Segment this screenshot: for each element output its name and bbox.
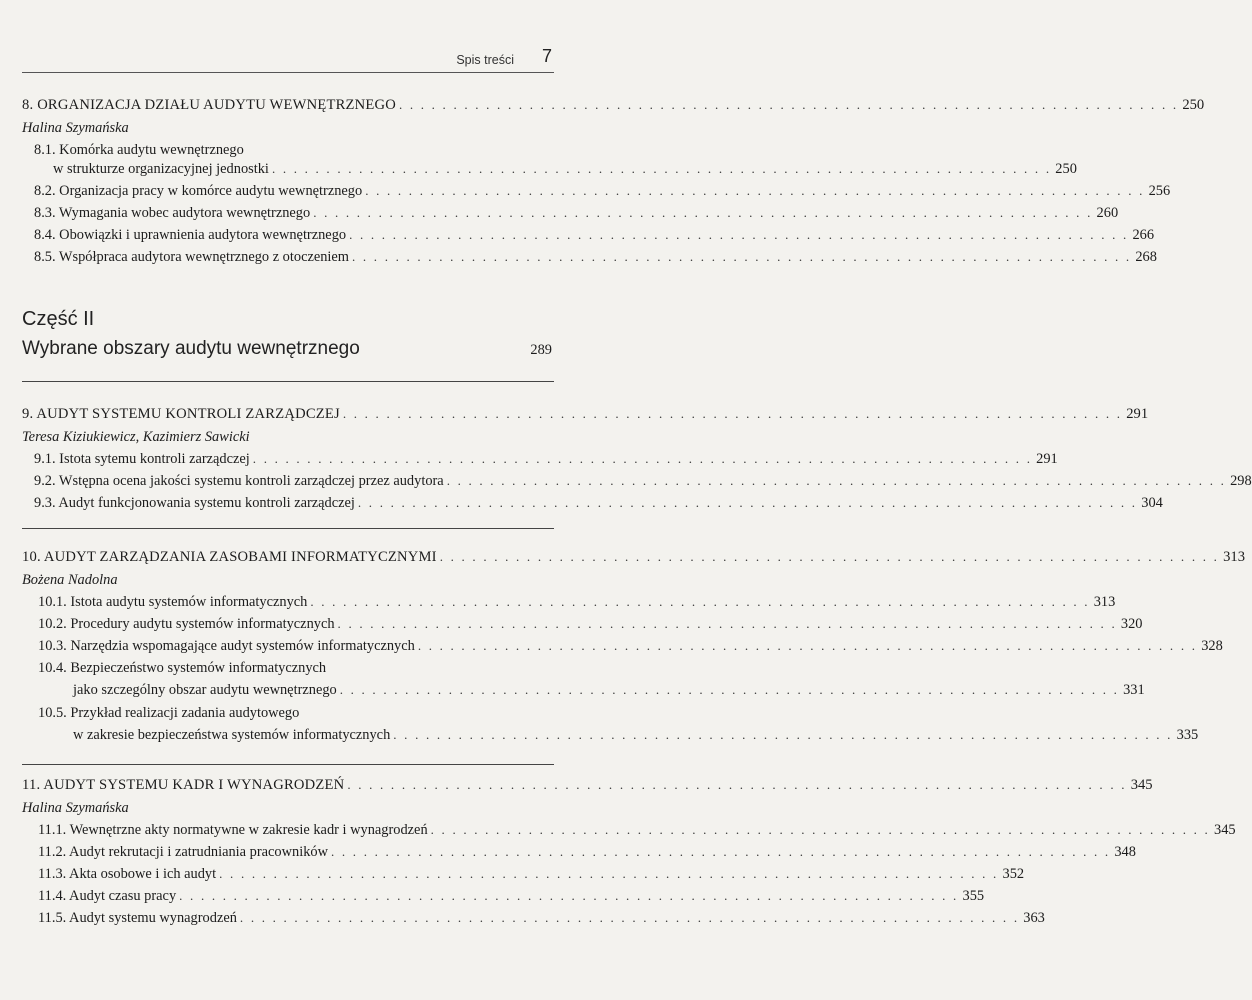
toc-section-label: 11.3. Akta osobowe i ich audyt — [38, 866, 217, 882]
toc-section-10-5[interactable] — [73, 726, 1199, 744]
page-ref: 355 — [962, 888, 985, 904]
toc-section-11-2[interactable] — [38, 843, 1136, 861]
dot-leader: . . . . . . . . . . . . . . . . . . . . . . . . . . . . . . . . . . . . . . . . . . . . . . . . . . . . . . . . . . . . . . . . . . . . . . . . — [417, 638, 1198, 653]
toc-section-label: 10.5. Przykład realizacji zadania audytowego — [38, 705, 300, 721]
toc-section-8-3[interactable] — [34, 204, 1119, 222]
toc-section-8-2[interactable] — [34, 182, 1171, 200]
dot-leader: . . . . . . . . . . . . . . . . . . . . . . . . . . . . . . . . . . . . . . . . . . . . . . . . . . . . . . . . . . . . . . . . . . . . . . . . — [342, 406, 1123, 421]
toc-section-cont: w zakresie bezpieczeństwa systemów informatycznych — [73, 727, 391, 743]
page-ref: 260 — [1096, 205, 1119, 221]
dot-leader: . . . . . . . . . . . . . . . . . . . . . . . . . . . . . . . . . . . . . . . . . . . . . . . . . . . . . . . . . . . . . . . . . . . . . . . . — [219, 866, 999, 881]
dot-leader: . . . . . . . . . . . . . . . . . . . . . . . . . . . . . . . . . . . . . . . . . . . . . . . . . . . . . . . . . . . . . . . . . . . . . . . . — [357, 495, 1138, 510]
running-header-title: Spis treści — [456, 53, 514, 67]
dot-leader: . . . . . . . . . . . . . . . . . . . . . . . . . . . . . . . . . . . . . . . . . . . . . . . . . . . . . . . . . . . . . . . . . . . . . . . . — [439, 549, 1220, 564]
page-ref: 250 — [1055, 161, 1077, 177]
dot-leader: . . . . . . . . . . . . . . . . . . . . . . . . . . . . . . . . . . . . . . . . . . . . . . . . . . . . . . . . . . . . . . . . . . . . . . . . — [239, 910, 1020, 925]
page-ref: 363 — [1023, 910, 1045, 926]
toc-chapter-11[interactable] — [22, 776, 1153, 794]
chapter-title: 9. AUDYT SYSTEMU KONTROLI ZARZĄDCZEJ — [22, 406, 340, 422]
toc-section-label: 11.2. Audyt rekrutacji i zatrudniania pracowników — [38, 844, 328, 860]
toc-section-8-4[interactable] — [34, 226, 1155, 244]
dot-leader: . . . . . . . . . . . . . . . . . . . . . . . . . . . . . . . . . . . . . . . . . . . . . . . . . . . . . . . . . . . . . . . . . . . . . . . . — [179, 888, 959, 903]
toc-section-8-5[interactable] — [34, 248, 1157, 266]
toc-section-10-2[interactable] — [38, 615, 1143, 633]
dot-leader: . . . . . . . . . . . . . . . . . . . . . . . . . . . . . . . . . . . . . . . . . . . . . . . . . . . . . . . . . . . . . . . . . . . . . . . . — [337, 616, 1117, 631]
toc-section-label: 10.2. Procedury audytu systemów informatycznych — [38, 616, 335, 632]
toc-section-11-3[interactable] — [38, 865, 1025, 883]
page-ref: 328 — [1201, 638, 1223, 654]
toc-section-cont: w strukturze organizacyjnej jednostki — [53, 161, 269, 177]
part-title[interactable]: Wybrane obszary audytu wewnętrznego — [22, 338, 360, 359]
chapter-author: Halina Szymańska — [22, 120, 129, 136]
toc-section-8-1[interactable] — [53, 160, 1077, 178]
page-ref: 291 — [1036, 451, 1058, 467]
dot-leader: . . . . . . . . . . . . . . . . . . . . . . . . . . . . . . . . . . . . . . . . . . . . . . . . . . . . . . . . . . . . . . . . . . . . . . . . — [352, 249, 1132, 264]
dot-leader: . . . . . . . . . . . . . . . . . . . . . . . . . . . . . . . . . . . . . . . . . . . . . . . . . . . . . . . . . . . . . . . . . . . . . . . . — [339, 682, 1120, 697]
toc-section-label: 9.3. Audyt funkcjonowania systemu kontroli zarządczej — [34, 495, 355, 511]
toc-section-10-4[interactable] — [73, 681, 1145, 699]
dot-leader: . . . . . . . . . . . . . . . . . . . . . . . . . . . . . . . . . . . . . . . . . . . . . . . . . . . . . . . . . . . . . . . . . . . . . . . . — [331, 844, 1111, 859]
page-ref: 345 — [1130, 777, 1153, 793]
chapter-author: Halina Szymańska — [22, 800, 129, 816]
section-divider — [22, 764, 554, 765]
page-ref: 352 — [1002, 866, 1025, 882]
dot-leader: . . . . . . . . . . . . . . . . . . . . . . . . . . . . . . . . . . . . . . . . . . . . . . . . . . . . . . . . . . . . . . . . . . . . . . . . — [271, 161, 1052, 176]
dot-leader: . . . . . . . . . . . . . . . . . . . . . . . . . . . . . . . . . . . . . . . . . . . . . . . . . . . . . . . . . . . . . . . . . . . . . . . . — [252, 451, 1033, 466]
page-number: 7 — [541, 46, 552, 66]
toc-section-label: 8.3. Wymagania wobec audytora wewnętrznego — [34, 205, 311, 221]
toc-section-11-5[interactable] — [38, 909, 1045, 927]
page-ref: 289 — [530, 342, 552, 358]
chapter-author: Teresa Kiziukiewicz, Kazimierz Sawicki — [22, 429, 250, 445]
dot-leader: . . . . . . . . . . . . . . . . . . . . . . . . . . . . . . . . . . . . . . . . . . . . . . . . . . . . . . . . . . . . . . . . . . . . . . . . — [430, 822, 1211, 837]
page-ref: 331 — [1123, 682, 1145, 698]
toc-section-11-1[interactable] — [38, 821, 1236, 839]
chapter-title: 11. AUDYT SYSTEMU KADR I WYNAGRODZEŃ — [22, 777, 345, 793]
toc-section-9-1[interactable] — [34, 450, 1058, 468]
page-ref: 298 — [1230, 473, 1252, 489]
page-ref: 313 — [1093, 594, 1116, 610]
dot-leader: . . . . . . . . . . . . . . . . . . . . . . . . . . . . . . . . . . . . . . . . . . . . . . . . . . . . . . . . . . . . . . . . . . . . . . . . — [365, 183, 1145, 198]
toc-section-label: 8.2. Organizacja pracy w komórce audytu wewnętrznego — [34, 183, 363, 199]
toc-chapter-10[interactable] — [22, 548, 1245, 566]
toc-section-label: 10.4. Bezpieczeństwo systemów informatycznych — [38, 660, 327, 676]
toc-chapter-8[interactable] — [22, 96, 1205, 114]
section-divider — [22, 381, 554, 382]
toc-section-label: 10.3. Narzędzia wspomagające audyt systemów informatycznych — [38, 638, 415, 654]
page-ref: 304 — [1141, 495, 1163, 511]
dot-leader: . . . . . . . . . . . . . . . . . . . . . . . . . . . . . . . . . . . . . . . . . . . . . . . . . . . . . . . . . . . . . . . . . . . . . . . . — [446, 473, 1227, 488]
toc-chapter-9[interactable] — [22, 405, 1149, 423]
page-ref: 250 — [1182, 97, 1205, 113]
section-divider — [22, 528, 554, 529]
toc-section-label: 9.2. Wstępna ocena jakości systemu kontroli zarządczej przez audytora — [34, 473, 444, 489]
dot-leader: . . . . . . . . . . . . . . . . . . . . . . . . . . . . . . . . . . . . . . . . . . . . . . . . . . . . . . . . . . . . . . . . . . . . . . . . — [313, 205, 1093, 220]
toc-section-label: 8.1. Komórka audytu wewnętrznego — [34, 142, 244, 158]
dot-leader: . . . . . . . . . . . . . . . . . . . . . . . . . . . . . . . . . . . . . . . . . . . . . . . . . . . . . . . . . . . . . . . . . . . . . . . . — [349, 227, 1129, 242]
toc-section-10-3[interactable] — [38, 637, 1223, 655]
toc-section-11-4[interactable] — [38, 887, 985, 905]
dot-leader: . . . . . . . . . . . . . . . . . . . . . . . . . . . . . . . . . . . . . . . . . . . . . . . . . . . . . . . . . . . . . . . . . . . . . . . . — [393, 727, 1173, 742]
page-ref: 345 — [1214, 822, 1236, 838]
dot-leader: . . . . . . . . . . . . . . . . . . . . . . . . . . . . . . . . . . . . . . . . . . . . . . . . . . . . . . . . . . . . . . . . . . . . . . . . — [398, 97, 1179, 112]
toc-section-9-3[interactable] — [34, 494, 1163, 512]
toc-section-label: 11.5. Audyt systemu wynagrodzeń — [38, 910, 237, 926]
toc-section-label: 11.1. Wewnętrzne akty normatywne w zakresie kadr i wynagrodzeń — [38, 822, 428, 838]
dot-leader: . . . . . . . . . . . . . . . . . . . . . . . . . . . . . . . . . . . . . . . . . . . . . . . . . . . . . . . . . . . . . . . . . . . . . . . . — [347, 777, 1127, 792]
chapter-author: Bożena Nadolna — [22, 572, 118, 588]
page-ref: 313 — [1223, 549, 1245, 565]
toc-section-9-2[interactable] — [34, 472, 1252, 490]
dot-leader: . . . . . . . . . . . . . . . . . . . . . . . . . . . . . . . . . . . . . . . . . . . . . . . . . . . . . . . . . . . . . . . . . . . . . . . . — [310, 594, 1090, 609]
toc-section-label: 8.4. Obowiązki i uprawnienia audytora wewnętrznego — [34, 227, 347, 243]
toc-section-label: 10.1. Istota audytu systemów informatycznych — [38, 594, 308, 610]
part-label: Część II — [22, 308, 95, 330]
chapter-title: 10. AUDYT ZARZĄDZANIA ZASOBAMI INFORMATYCZNYMI — [22, 549, 437, 565]
page-ref: 256 — [1148, 183, 1171, 199]
page-ref: 291 — [1126, 406, 1149, 422]
page-ref: 268 — [1135, 249, 1157, 265]
toc-section-label: 9.1. Istota sytemu kontroli zarządczej — [34, 451, 250, 467]
running-header — [22, 40, 554, 73]
page-ref: 320 — [1120, 616, 1143, 632]
page-ref: 335 — [1176, 727, 1199, 743]
page-ref: 348 — [1114, 844, 1136, 860]
toc-section-cont: jako szczególny obszar audytu wewnętrznego — [73, 682, 337, 698]
chapter-title: 8. ORGANIZACJA DZIAŁU AUDYTU WEWNĘTRZNEGO — [22, 97, 396, 113]
toc-section-label: 8.5. Współpraca audytora wewnętrznego z otoczeniem — [34, 249, 349, 265]
page-ref: 266 — [1132, 227, 1155, 243]
toc-section-10-1[interactable] — [38, 593, 1116, 611]
toc-section-label: 11.4. Audyt czasu pracy — [38, 888, 177, 904]
